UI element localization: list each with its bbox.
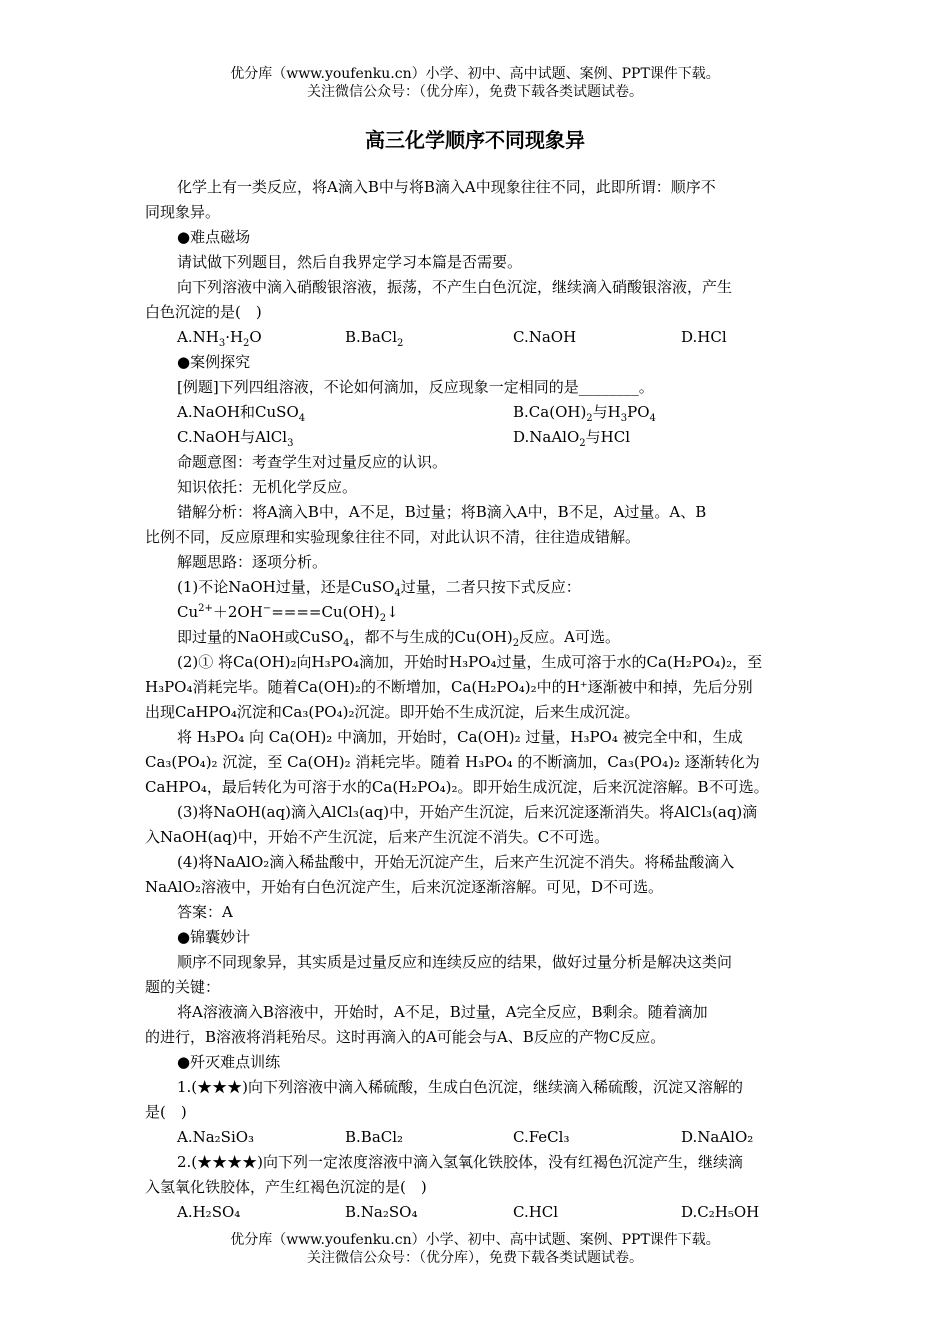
analysis-2-line6: CaHPO₄，最后转化为可溶于水的Ca(H₂PO₄)₂。即开始生成沉淀，后来沉淀溶解。B不可选。 — [145, 778, 769, 796]
training-q1-line2: 是( ) — [145, 1103, 187, 1121]
magnet-prompt: 请试做下列题目，然后自我界定学习本篇是否需要。 — [177, 253, 523, 271]
training-q2-option-a: A.H₂SO₄ — [177, 1203, 241, 1221]
training-q2-line1: 2.(★★★★)向下列一定浓度溶液中滴入氢氧化铁胶体，没有红褐色沉淀产生，继续滴 — [177, 1153, 744, 1171]
training-q2-option-b: B.Na₂SO₄ — [345, 1203, 418, 1221]
training-q1-option-b: B.BaCl₂ — [345, 1128, 404, 1146]
analysis-1-line2: 即过量的NaOH或CuSO$_4$，都不与生成的$Cu(OH)_2$反应。A可选。 — [177, 628, 620, 649]
magnet-option-c: C.NaOH — [513, 328, 577, 346]
training-q1-option-d: D.NaAlO₂ — [681, 1128, 754, 1146]
analysis-2-line3: 出现CaHPO₄沉淀和Ca₃(PO₄)₂沉淀。即开始不生成沉淀，后来生成沉淀。 — [145, 703, 640, 721]
analysis-3-line1: (3)将NaOH(aq)滴入AlCl₃(aq)中，开始产生沉淀，后来沉淀逐渐消失。将AlCl₃(aq)滴 — [177, 803, 758, 821]
magnet-option-a: $A.NH_3\cdot H_2O$ — [177, 328, 262, 349]
tips-line2: 题的关键： — [145, 978, 221, 996]
document-title: 高三化学顺序不同现象异 — [365, 128, 585, 152]
reaction-equation: $Cu^{2+}+2OH^-====Cu(OH)_2↓$ — [177, 603, 399, 624]
magnet-question-line1: 向下列溶液中滴入硝酸银溶液，振荡，不产生白色沉淀，继续滴入硝酸银溶液，产生 — [177, 278, 733, 296]
training-q2-option-c: C.HCl — [513, 1203, 559, 1221]
page-header-line1: 优分库（www.youfenku.cn）小学、初中、高中试题、案例、PPT课件下载。 — [230, 66, 720, 82]
page-footer-line1: 优分库（www.youfenku.cn）小学、初中、高中试题、案例、PPT课件下载。 — [230, 1232, 720, 1248]
example-option-b: $B.Ca(OH)_2$与$H_3PO_4$ — [513, 403, 656, 424]
example-basis: 知识依托：无机化学反应。 — [177, 478, 358, 496]
example-idea: 解题思路：逐项分析。 — [177, 553, 328, 571]
analysis-2-line4: 将 H₃PO₄ 向 Ca(OH)₂ 中滴加，开始时，Ca(OH)₂ 过量，H₃PO₄ 被完全中和，生成 — [177, 728, 743, 746]
analysis-3-line2: 入NaOH(aq)中，开始不产生沉淀，后来产生沉淀不消失。C不可选。 — [145, 828, 610, 846]
training-q2-line2: 入氢氧化铁胶体，产生红褐色沉淀的是( ) — [145, 1178, 427, 1196]
tips-line1: 顺序不同现象异，其实质是过量反应和连续反应的结果，做好过量分析是解决这类问 — [177, 953, 733, 971]
example-error-line2: 比例不同，反应原理和实验现象往往不同，对此认识不清，往往造成错解。 — [145, 528, 641, 546]
training-q2-option-d: D.C₂H₅OH — [681, 1203, 760, 1221]
intro-line1: 化学上有一类反应，将A滴入B中与将B滴入A中现象往往不同，此即所谓：顺序不 — [177, 178, 716, 196]
analysis-4-line1: (4)将NaAlO₂滴入稀盐酸中，开始无沉淀产生，后来产生沉淀不消失。将稀盐酸滴入 — [177, 853, 735, 871]
training-q1-option-c: C.FeCl₃ — [513, 1128, 570, 1146]
example-intent: 命题意图：考查学生对过量反应的认识。 — [177, 453, 448, 471]
analysis-2-line1: (2)① 将Ca(OH)₂向H₃PO₄滴加，开始时H₃PO₄过量，生成可溶于水的Ca(H₂PO₄)₂，至 — [177, 653, 763, 671]
section-heading-magnet: ●难点磁场 — [177, 228, 251, 246]
training-q1-line1: 1.(★★★)向下列溶液中滴入稀硫酸，生成白色沉淀，继续滴入稀硫酸，沉淀又溶解的 — [177, 1078, 744, 1096]
magnet-option-d: D.HCl — [681, 328, 727, 346]
analysis-2-line5: Ca₃(PO₄)₂ 沉淀，至 Ca(OH)₂ 消耗完毕。随着 H₃PO₄ 的不断滴加，Ca₃(PO₄)₂ 逐渐转化为 — [145, 753, 760, 771]
section-heading-tips: ●锦囊妙计 — [177, 928, 251, 946]
example-option-a: A.NaOH和CuSO$_4$ — [177, 403, 306, 424]
example-option-d: D.NaAlO$_2$与HCl — [513, 428, 630, 449]
example-answer: 答案：A — [177, 903, 233, 921]
magnet-question-line2: 白色沉淀的是( ) — [145, 303, 262, 321]
training-q1-option-a: A.Na₂SiO₃ — [177, 1128, 255, 1146]
analysis-2-line2: H₃PO₄消耗完毕。随着Ca(OH)₂的不断增加，Ca(H₂PO₄)₂中的H⁺逐渐被中和掉，先后分别 — [145, 678, 753, 696]
tips-line3: 将A溶液滴入B溶液中，开始时，A不足，B过量，A完全反应，B剩余。随着滴加 — [177, 1003, 708, 1021]
example-question: [例题]下列四组溶液，不论如何滴加，反应现象一定相同的是________。 — [177, 378, 654, 396]
tips-line4: 的进行，B溶液将消耗殆尽。这时再滴入的A可能会与A、B反应的产物C反应。 — [145, 1028, 666, 1046]
magnet-option-b: B.BaCl$_2$ — [345, 328, 404, 349]
analysis-4-line2: NaAlO₂溶液中，开始有白色沉淀产生，后来沉淀逐渐溶解。可见，D不可选。 — [145, 878, 664, 896]
section-heading-case: ●案例探究 — [177, 353, 251, 371]
example-error-line1: 错解分析：将A滴入B中，A不足，B过量；将B滴入A中，B不足，A过量。A、B — [177, 503, 707, 521]
example-option-c: C.NaOH与AlCl$_3$ — [177, 428, 294, 449]
section-heading-training: ●歼灭难点训练 — [177, 1053, 281, 1071]
page-header-line2: 关注微信公众号：（优分库），免费下载各类试题试卷。 — [307, 84, 643, 100]
analysis-1-line1: (1)不论NaOH过量，还是CuSO$_4$过量，二者只按下式反应： — [177, 578, 581, 599]
intro-line2: 同现象异。 — [145, 203, 221, 221]
page-footer-line2: 关注微信公众号：（优分库），免费下载各类试题试卷。 — [307, 1250, 643, 1266]
